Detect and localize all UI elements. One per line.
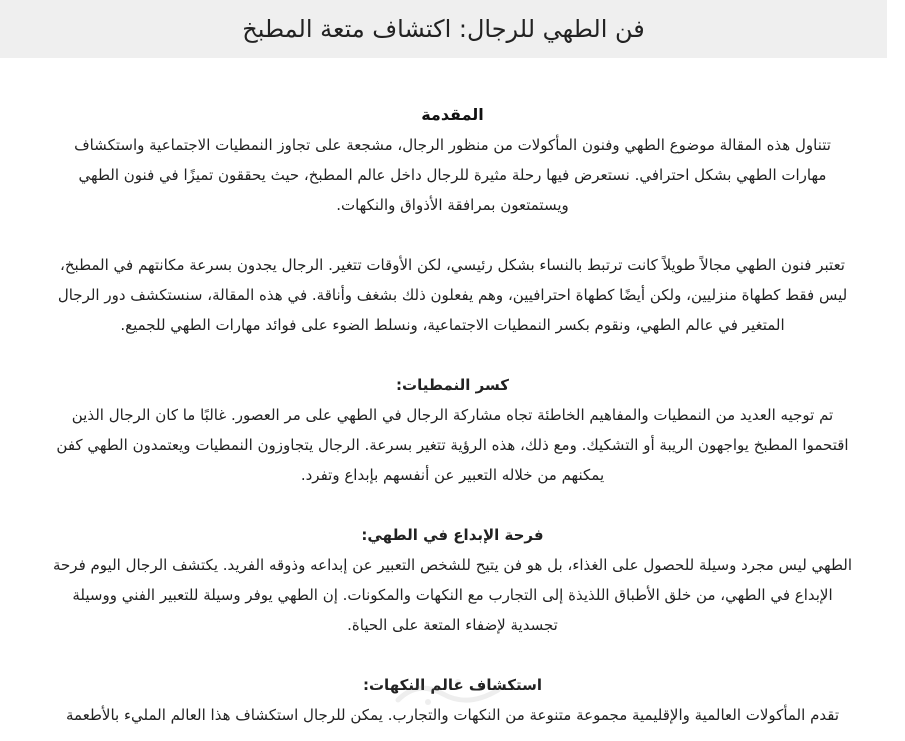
paragraph-line: الطهي ليس مجرد وسيلة للحصول على الغذاء، بل هو فن يتيح للشخص التعبير عن إبداعه وذوقه الفريد. يكتشف الرجال اليوم فرحة [52, 556, 852, 574]
paragraph-line: يمكنهم من خلاله التعبير عن أنفسهم بإبداع وتفرد. [300, 466, 605, 484]
title-bar [0, 0, 887, 58]
paragraph-line: ليس فقط كطهاة منزليين، ولكن أيضًا كطهاة احترافيين، وهم يفعلون ذلك بشغف وأناقة. في هذه المقالة، سنستكشف دور الرجال [57, 286, 848, 304]
article-body [0, 100, 905, 730]
paragraph-line: تقدم المأكولات العالمية والإقليمية مجموعة متنوعة من النكهات والتجارب. يمكن للرجال استكشاف هذا العالم المليء بالأطعمة [66, 706, 839, 724]
intro-heading: المقدمة [421, 105, 484, 124]
paragraph-line: المتغير في عالم الطهي، ونقوم بكسر النمطيات الاجتماعية، ونسلط الضوء على فوائد مهارات الطهي للجميع. [120, 316, 785, 334]
paragraph-line: ويستمتعون بمرافقة الأذواق والنكهات. [336, 196, 569, 214]
paragraph-line: تجسدية لإضفاء المتعة على الحياة. [347, 616, 558, 634]
stereotypes-heading: كسر النمطيات: [396, 376, 509, 394]
watermark-logo-icon [388, 672, 508, 712]
paragraph-line: اقتحموا المطبخ يواجهون الريبة أو التشكيك. ومع ذلك، هذه الرؤية تتغير بسرعة. الرجال يتجاوزون النمطيات ويعتمدون الطهي كفن [56, 436, 849, 454]
stereotypes-paragraph [0, 400, 905, 490]
page-title: فن الطهي للرجال: اكتشاف متعة المطبخ [242, 15, 645, 43]
paragraph-line: تتناول هذه المقالة موضوع الطهي وفنون المأكولات من منظور الرجال، مشجعة على تجاوز النمطيات الاجتماعية واستكشاف [74, 136, 831, 154]
flavors-heading: استكشاف عالم النكهات: [362, 676, 542, 694]
paragraph-line: الإبداع في الطهي، من خلق الأطباق اللذيذة إلى التجارب مع النكهات والمكونات. إن الطهي يوفر وسيلة للتعبير الفني ووسيلة [72, 586, 833, 604]
paragraph-line: تعتبر فنون الطهي مجالاً طويلاً كانت ترتبط بالنساء بشكل رئيسي، لكن الأوقات تتغير. الرجال يجدون بسرعة مكانتهم في المطبخ، [60, 256, 845, 274]
spacer [0, 340, 905, 370]
spacer [0, 640, 905, 670]
spacer [0, 490, 905, 520]
intro-paragraph [0, 130, 905, 220]
spacer [0, 220, 905, 250]
creativity-paragraph [0, 550, 905, 640]
creativity-heading: فرحة الإبداع في الطهي: [361, 526, 544, 544]
paragraph-line: مهارات الطهي بشكل احترافي. نستعرض فيها رحلة مثيرة للرجال داخل عالم المطبخ، حيث يحققون تميزًا في فنون الطهي [78, 166, 827, 184]
paragraph-line: تم توجيه العديد من النمطيات والمفاهيم الخاطئة تجاه مشاركة الرجال في الطهي على مر العصور. غالبًا ما كان الرجال الذين [71, 406, 834, 424]
context-paragraph [0, 250, 905, 340]
